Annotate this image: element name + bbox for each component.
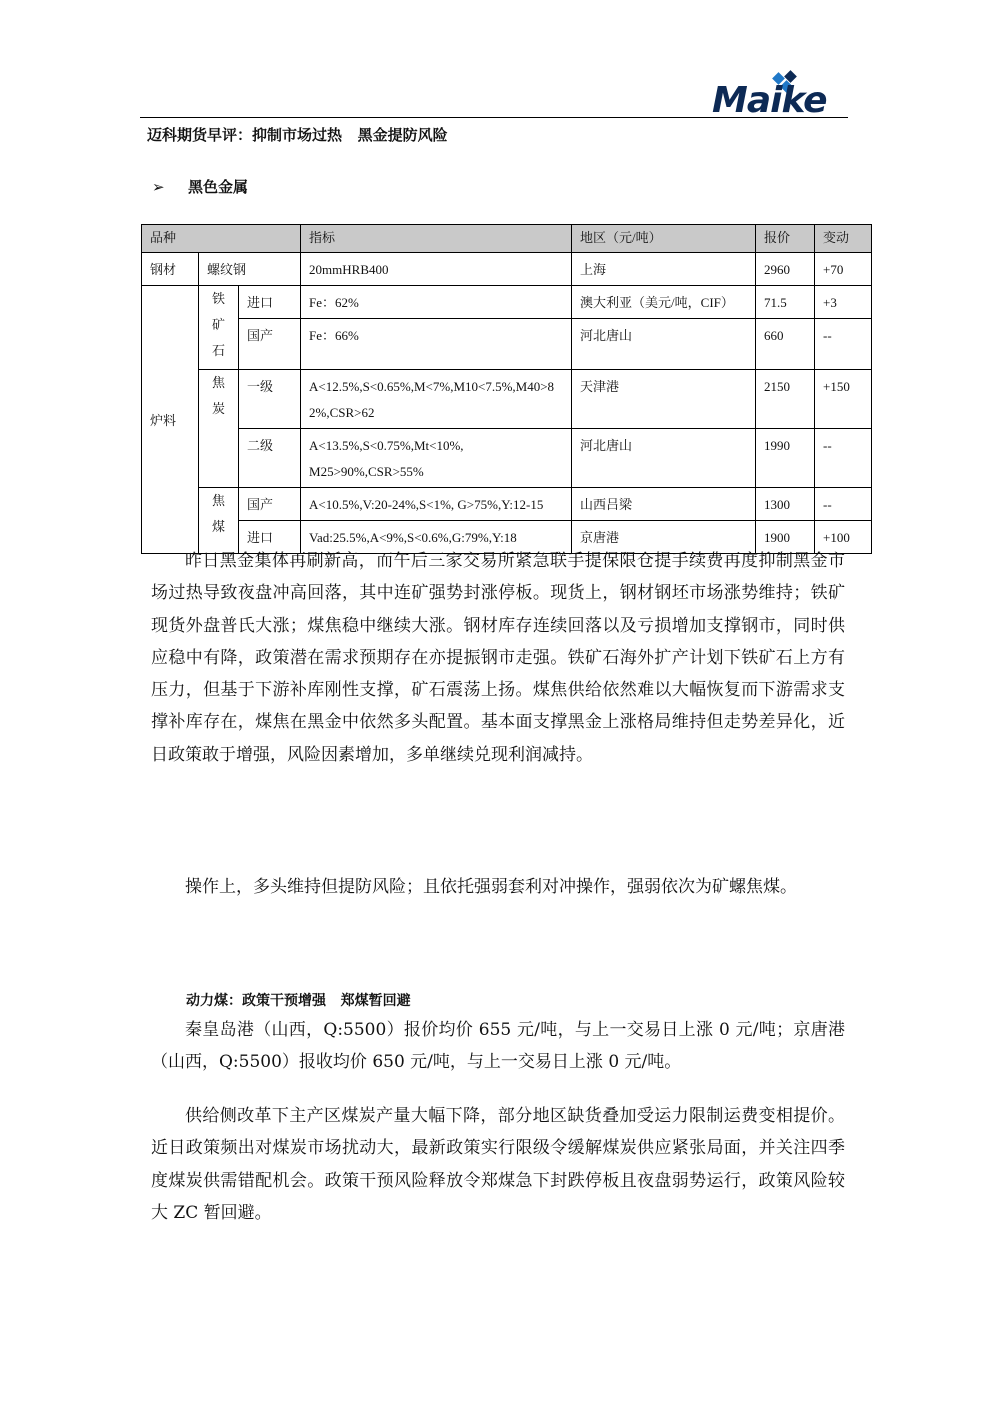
iron-ore-label: 铁矿石 xyxy=(212,291,226,358)
type-cell: 国产 xyxy=(239,488,301,521)
table-row xyxy=(142,370,872,429)
table-row xyxy=(142,429,872,488)
price-cell: 2960 xyxy=(756,253,815,286)
header-change: 变动 xyxy=(815,225,872,253)
price-table xyxy=(141,224,872,554)
region-cell: 山西吕梁 xyxy=(572,488,756,521)
spec-cell: A<10.5%,V:20-24%,S<1%, G>75%,Y:12-15 xyxy=(301,488,572,521)
product-cell xyxy=(199,286,239,370)
header-variety: 品种 xyxy=(142,225,301,253)
header-spec: 指标 xyxy=(301,225,572,253)
header-region: 地区（元/吨） xyxy=(572,225,756,253)
arrow-bullet-icon: ➢ xyxy=(152,178,165,196)
region-cell: 澳大利亚（美元/吨，CIF） xyxy=(572,286,756,319)
type-cell: 国产 xyxy=(239,319,301,370)
section-heading xyxy=(152,176,248,197)
coke-label: 焦炭 xyxy=(212,375,226,416)
type-cell: 进口 xyxy=(239,286,301,319)
type-cell: 进口 xyxy=(239,521,301,554)
spec-cell: Fe：66% xyxy=(301,319,572,370)
category-cell: 炉料 xyxy=(142,286,199,554)
price-cell: 2150 xyxy=(756,370,815,429)
logo-wordmark: Maike xyxy=(712,80,827,121)
type-cell: 一级 xyxy=(239,370,301,429)
region-cell: 河北唐山 xyxy=(572,319,756,370)
price-cell: 1300 xyxy=(756,488,815,521)
product-cell xyxy=(199,488,239,554)
table-row xyxy=(142,286,872,319)
table-row xyxy=(142,488,872,521)
price-cell: 1990 xyxy=(756,429,815,488)
change-cell: +3 xyxy=(815,286,872,319)
price-cell: 1900 xyxy=(756,521,815,554)
price-cell: 71.5 xyxy=(756,286,815,319)
change-cell: -- xyxy=(815,319,872,370)
product-cell: 螺纹钢 xyxy=(199,253,301,286)
commentary-paragraph: 昨日黑金集体再刷新高，而午后三家交易所紧急联手提保限仓提手续费再度抑制黑金市场过热导致夜盘冲高回落，其中连矿强势封涨停板。现货上，钢材钢坯市场涨势维持；铁矿现货外盘普氏大涨；煤焦稳中继续大涨。钢材库存连续回落以及亏损增加支撑钢市，同时供应稳中有降，政策潜在需求预期存在亦提振钢市走强。铁矿石海外扩产计划下铁矿石上方有压力，但基于下游补库刚性支撑，矿石震荡上扬。煤焦供给依然难以大幅恢复而下游需求支撑补库存在，煤焦在黑金中依然多头配置。基本面支撑黑金上涨格局维持但走势差异化，近日政策敢于增强，风险因素增加，多单继续兑现利润减持。 xyxy=(151,551,845,765)
coking-coal-label: 焦煤 xyxy=(212,493,226,534)
header-divider xyxy=(140,117,848,118)
table-header-row xyxy=(142,225,872,253)
table-row xyxy=(142,319,872,370)
spec-cell: A<13.5%,S<0.75%,Mt<10%, M25>90%,CSR>55% xyxy=(301,429,572,488)
spec-cell: Fe：62% xyxy=(301,286,572,319)
spec-cell: 20mmHRB400 xyxy=(301,253,572,286)
product-cell xyxy=(199,370,239,488)
change-cell: +150 xyxy=(815,370,872,429)
region-cell: 上海 xyxy=(572,253,756,286)
spec-cell: A<12.5%,S<0.65%,M<7%,M10<7.5%,M40>82%,CSR>62 xyxy=(301,370,572,429)
spec-cell: Vad:25.5%,A<9%,S<0.6%,G:79%,Y:18 xyxy=(301,521,572,554)
category-cell: 钢材 xyxy=(142,253,199,286)
type-cell: 二级 xyxy=(239,429,301,488)
price-cell: 660 xyxy=(756,319,815,370)
change-cell: +100 xyxy=(815,521,872,554)
thermal-coal-analysis-paragraph: 供给侧改革下主产区煤炭产量大幅下降，部分地区缺货叠加受运力限制运费变相提价。近日政策频出对煤炭市场扰动大，最新政策实行限级令缓解煤炭供应紧张局面，并关注四季度煤炭供需错配机会。政策干预风险释放令郑煤急下封跌停板且夜盘弱势运行，政策风险较大 ZC 暂回避。 xyxy=(151,1106,845,1223)
table-row xyxy=(142,253,872,286)
company-logo xyxy=(712,70,848,120)
change-cell: -- xyxy=(815,488,872,521)
region-cell: 京唐港 xyxy=(572,521,756,554)
change-cell: -- xyxy=(815,429,872,488)
operation-paragraph: 操作上，多头维持但提防风险；且依托强弱套利对冲操作，强弱依次为矿螺焦煤。 xyxy=(185,877,797,897)
header-price: 报价 xyxy=(756,225,815,253)
thermal-coal-price-paragraph: 秦皇岛港（山西，Q:5500）报价均价 655 元/吨，与上一交易日上涨 0 元/吨；京唐港（山西，Q:5500）报收均价 650 元/吨，与上一交易日上涨 0 元/吨。 xyxy=(151,1020,845,1073)
section-title: 黑色金属 xyxy=(188,178,249,196)
page-title: 迈科期货早评：抑制市场过热 黑金提防风险 xyxy=(147,126,448,144)
region-cell: 河北唐山 xyxy=(572,429,756,488)
change-cell: +70 xyxy=(815,253,872,286)
subsection-heading: 动力煤：政策干预增强 郑煤暂回避 xyxy=(186,993,411,1009)
region-cell: 天津港 xyxy=(572,370,756,429)
